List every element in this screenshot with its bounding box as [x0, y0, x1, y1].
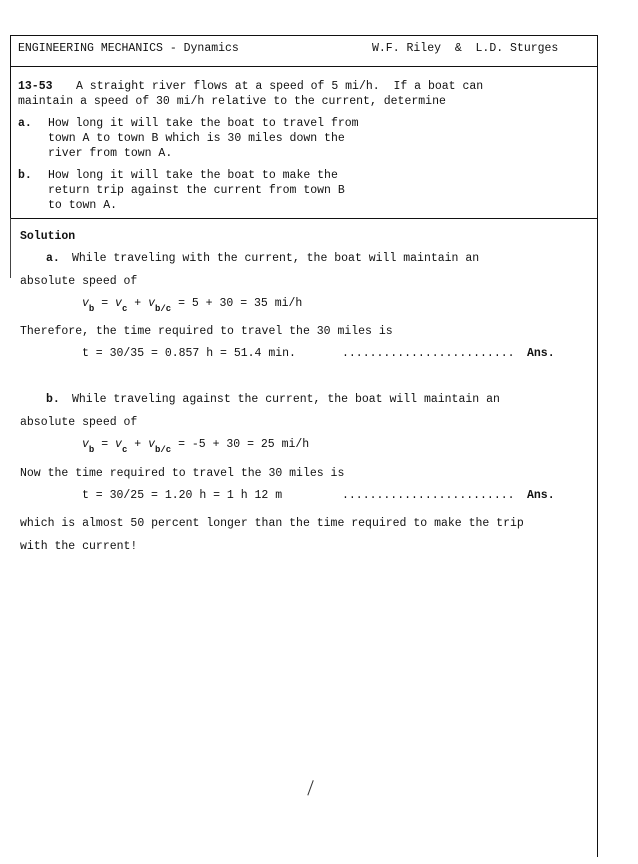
eq-a-sub-bc: b/c	[154, 304, 172, 314]
solution-heading: Solution	[20, 230, 76, 243]
eq-a-sub-c: c	[121, 304, 128, 314]
solution-a-intro-2: absolute speed of	[20, 275, 138, 288]
part-a-line-3: river from town A.	[48, 147, 173, 160]
solution-b-velocity-equation: $v_b = v_c + v_{b/c} = -5 + 30 = 25$ mi/h	[82, 438, 310, 455]
header-top-rule	[10, 35, 598, 36]
eq-a-v1: v	[82, 297, 89, 310]
frame-right-rule	[597, 35, 598, 857]
solution-a-label: a.	[46, 252, 60, 265]
eq-b-v3: v	[148, 438, 155, 451]
eq-b-sub-b: b	[88, 445, 95, 455]
solution-a-answer-mark: Ans.	[527, 347, 555, 360]
solution-a-therefore: Therefore, the time required to travel the 30 miles is	[20, 325, 393, 338]
eq-b-rhs: = -5 + 30 = 25 mi/h	[178, 438, 310, 451]
solution-b-leader-dots: .........................	[342, 489, 515, 502]
solution-b-intro-2: absolute speed of	[20, 416, 138, 429]
eq-a-rhs: = 5 + 30 = 35 mi/h	[178, 297, 303, 310]
header-bottom-rule	[10, 66, 598, 67]
part-a-label: a.	[18, 117, 32, 130]
problem-number: 13-53	[18, 80, 53, 93]
problem-line-2: maintain a speed of 30 mi/h relative to the current, determine	[18, 95, 446, 108]
problem-bottom-rule	[10, 218, 598, 219]
eq-b-v1: v	[82, 438, 89, 451]
solution-a-velocity-equation: $v_b = v_c + v_{b/c} = 5 + 30 = 35$ mi/h	[82, 297, 303, 314]
eq-a-sub-b: b	[88, 304, 95, 314]
eq-b-sub-bc: b/c	[154, 445, 172, 455]
solution-a-intro-1: While traveling with the current, the boat will maintain an	[72, 252, 480, 265]
solution-a-leader-dots: .........................	[342, 347, 515, 360]
eq-a-v3: v	[148, 297, 155, 310]
solution-b-now: Now the time required to travel the 30 miles is	[20, 467, 345, 480]
eq-b-sub-c: c	[121, 445, 128, 455]
part-a-line-1: How long it will take the boat to travel from	[48, 117, 359, 130]
part-a-line-2: town A to town B which is 30 miles down the	[48, 132, 345, 145]
solution-a-time: t = 30/35 = 0.857 h = 51.4 min.	[82, 347, 296, 360]
closing-line-1: which is almost 50 percent longer than the time required to make the trip	[20, 517, 524, 530]
solution-b-intro-1: While traveling against the current, the boat will maintain an	[72, 393, 500, 406]
part-b-line-3: to town A.	[48, 199, 118, 212]
part-b-line-2: return trip against the current from town B	[48, 184, 345, 197]
stray-pen-mark	[307, 780, 314, 796]
solution-b-time: t = 30/25 = 1.20 h = 1 h 12 m	[82, 489, 283, 502]
frame-left-rule	[10, 35, 11, 218]
header-authors: W.F. Riley & L.D. Sturges	[372, 42, 559, 55]
solution-b-label: b.	[46, 393, 60, 406]
problem-line-1: A straight river flows at a speed of 5 mi/h. If a boat can	[76, 80, 484, 93]
closing-line-2: with the current!	[20, 540, 138, 553]
eq-b-v2: v	[115, 438, 122, 451]
solution-b-answer-mark: Ans.	[527, 489, 555, 502]
header-title: ENGINEERING MECHANICS - Dynamics	[18, 42, 239, 55]
solution-left-rule	[10, 218, 11, 278]
part-b-label: b.	[18, 169, 32, 182]
eq-a-v2: v	[115, 297, 122, 310]
part-b-line-1: How long it will take the boat to make the	[48, 169, 338, 182]
